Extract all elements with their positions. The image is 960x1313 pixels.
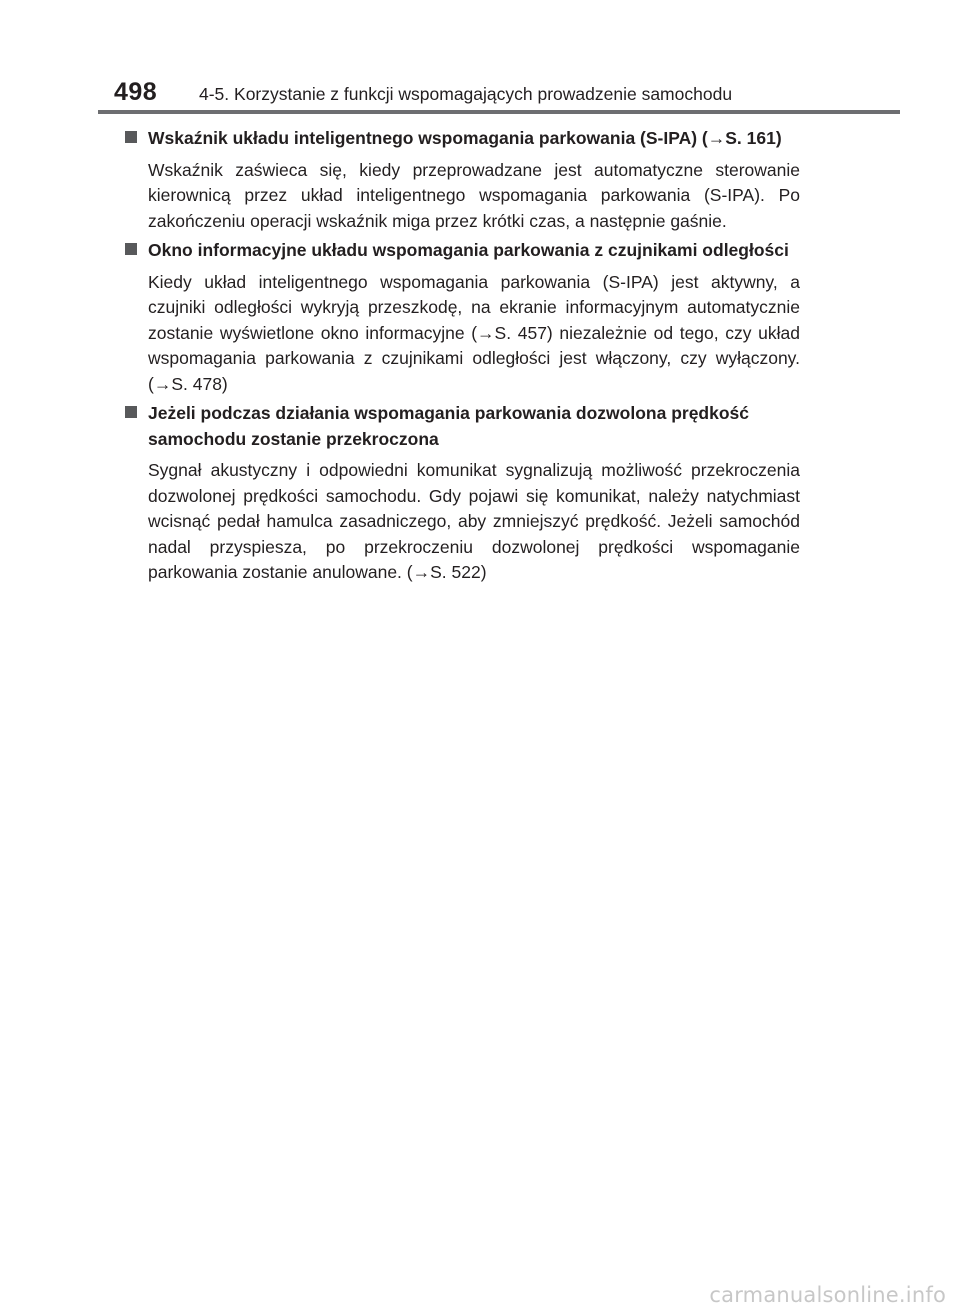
section-heading: Wskaźnik układu inteligentnego wspomagania parkowania (S-IPA) (→S. 161) xyxy=(148,128,782,148)
page-number: 498 xyxy=(114,78,158,106)
watermark-link[interactable]: carmanualsonline.info xyxy=(709,1283,946,1307)
page-header xyxy=(0,0,960,112)
section-body: Wskaźnik zaświeca się, kiedy przeprowadzane jest automatyczne sterowanie kierownicą przez układ inteligentnego wspomagania parkowania (S-IPA). Po zakończeniu operacji wskaźnik miga przez krótki czas, a następnie gaśnie. xyxy=(148,159,800,231)
section-s-ipa-indicator xyxy=(128,126,800,234)
section-heading: Jeżeli podczas działania wspomagania parkowania dozwolona prędkość samochodu zostanie przekroczona xyxy=(148,403,749,449)
section-body: Kiedy układ inteligentnego wspomagania parkowania (S-IPA) jest aktywny, a czujniki odległości wykryją przeszkodę, na ekranie informacyjnym automatycznie zostanie wyświetlone okno informacyjne (→S. 457) niezależnie od tego, czy układ wspomagania parkowania z czujnikami odległości jest włączony, czy wyłączony. (→S. 478) xyxy=(148,271,800,394)
section-heading: Okno informacyjne układu wspomagania parkowania z czujnikami odległości xyxy=(148,240,789,260)
section-speed-exceeded xyxy=(128,401,800,586)
square-bullet-icon xyxy=(125,131,137,143)
chapter-title: 4-5. Korzystanie z funkcji wspomagających prowadzenie samochodu xyxy=(199,84,733,104)
header-divider xyxy=(98,110,900,114)
section-information-window xyxy=(128,238,800,397)
square-bullet-icon xyxy=(125,243,137,255)
section-body: Sygnał akustyczny i odpowiedni komunikat sygnalizują możliwość przekroczenia dozwolonej prędkości samochodu. Gdy pojawi się komunikat, należy natychmiast wcisnąć pedał hamulca zasadniczego, aby zmniejszyć prędkość. Jeżeli samochód nadal przyspiesza, po przekroczeniu dozwolonej prędkości wspomaganie parkowania zostanie anulowane. (→S. 522) xyxy=(148,460,800,582)
square-bullet-icon xyxy=(125,406,137,418)
page-content xyxy=(128,126,800,590)
